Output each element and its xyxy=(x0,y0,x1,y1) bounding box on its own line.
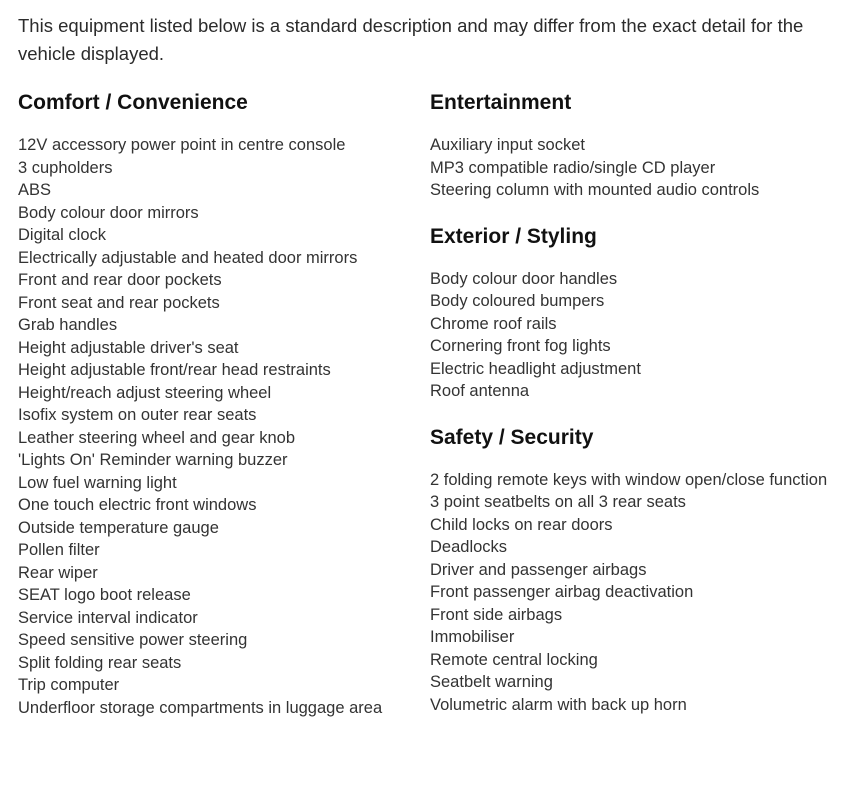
equipment-item: Cornering front fog lights xyxy=(430,337,611,355)
equipment-item: 3 point seatbelts on all 3 rear seats xyxy=(430,493,686,511)
equipment-item: MP3 compatible radio/single CD player xyxy=(430,158,716,177)
equipment-item: Electrically adjustable and heated door mirrors xyxy=(18,248,358,267)
equipment-item: Front seat and rear pockets xyxy=(18,293,220,312)
safety-item-list xyxy=(430,469,848,717)
equipment-item: Body colour door handles xyxy=(430,269,618,288)
equipment-item: Height adjustable driver's seat xyxy=(18,338,239,357)
equipment-item: Child locks on rear doors xyxy=(430,515,613,534)
equipment-item: Pollen filter xyxy=(18,541,100,559)
section-safety xyxy=(430,423,848,717)
equipment-item: Digital clock xyxy=(18,226,107,244)
equipment-item: Roof antenna xyxy=(430,382,530,400)
equipment-item: Seatbelt warning xyxy=(430,673,553,691)
equipment-item: Isofix system on outer rear seats xyxy=(18,406,257,424)
equipment-item: Deadlocks xyxy=(430,538,508,556)
equipment-item: Body coloured bumpers xyxy=(430,292,605,310)
equipment-item: Height adjustable front/rear head restraints xyxy=(18,361,331,379)
equipment-item: Front passenger airbag deactivation xyxy=(430,583,694,601)
equipment-item: Electric headlight adjustment xyxy=(430,359,641,378)
equipment-item: Trip computer xyxy=(18,676,120,694)
equipment-item: Underfloor storage compartments in luggage area xyxy=(18,698,383,717)
equipment-item: Rear wiper xyxy=(18,563,98,582)
equipment-item: Grab handles xyxy=(18,316,118,334)
equipment-item: 'Lights On' Reminder warning buzzer xyxy=(18,451,288,469)
exterior-item-list xyxy=(430,268,848,403)
equipment-item: 3 cupholders xyxy=(18,158,113,177)
equipment-item: Front and rear door pockets xyxy=(18,271,222,289)
section-title-exterior: Exterior / Styling xyxy=(430,224,597,248)
equipment-item: Leather steering wheel and gear knob xyxy=(18,428,296,447)
equipment-item: Split folding rear seats xyxy=(18,653,182,672)
section-title-safety: Safety / Security xyxy=(430,425,594,449)
equipment-item: Low fuel warning light xyxy=(18,473,177,492)
section-exterior xyxy=(430,222,848,403)
entertainment-item-list xyxy=(430,134,848,202)
equipment-item: Outside temperature gauge xyxy=(18,518,219,537)
section-title-comfort: Comfort / Convenience xyxy=(18,91,248,114)
equipment-item: Chrome roof rails xyxy=(430,314,557,333)
equipment-item: Immobiliser xyxy=(430,628,515,646)
comfort-item-list xyxy=(18,134,430,719)
equipment-item: Height/reach adjust steering wheel xyxy=(18,383,272,402)
section-entertainment xyxy=(430,88,848,202)
section-title-entertainment: Entertainment xyxy=(430,91,572,114)
equipment-item: ABS xyxy=(18,181,52,199)
equipment-item: SEAT logo boot release xyxy=(18,586,191,604)
section-comfort xyxy=(18,88,430,719)
equipment-item: Service interval indicator xyxy=(18,608,198,627)
equipment-item: Volumetric alarm with back up horn xyxy=(430,695,687,714)
intro-disclaimer: This equipment listed below is a standard description and may differ from the exact detail for the vehicle displayed. xyxy=(18,15,804,64)
left-column xyxy=(18,88,430,739)
equipment-item: Speed sensitive power steering xyxy=(18,631,248,649)
equipment-columns xyxy=(18,88,848,739)
right-column xyxy=(430,88,848,739)
equipment-item: Driver and passenger airbags xyxy=(430,560,647,579)
equipment-item: 2 folding remote keys with window open/close function xyxy=(430,470,828,489)
equipment-item: Auxiliary input socket xyxy=(430,136,585,154)
equipment-item: Remote central locking xyxy=(430,650,598,669)
equipment-item: One touch electric front windows xyxy=(18,496,257,514)
equipment-item: Steering column with mounted audio controls xyxy=(430,181,760,199)
equipment-item: Front side airbags xyxy=(430,605,563,624)
equipment-item: Body colour door mirrors xyxy=(18,203,199,222)
equipment-item: 12V accessory power point in centre console xyxy=(18,136,346,154)
